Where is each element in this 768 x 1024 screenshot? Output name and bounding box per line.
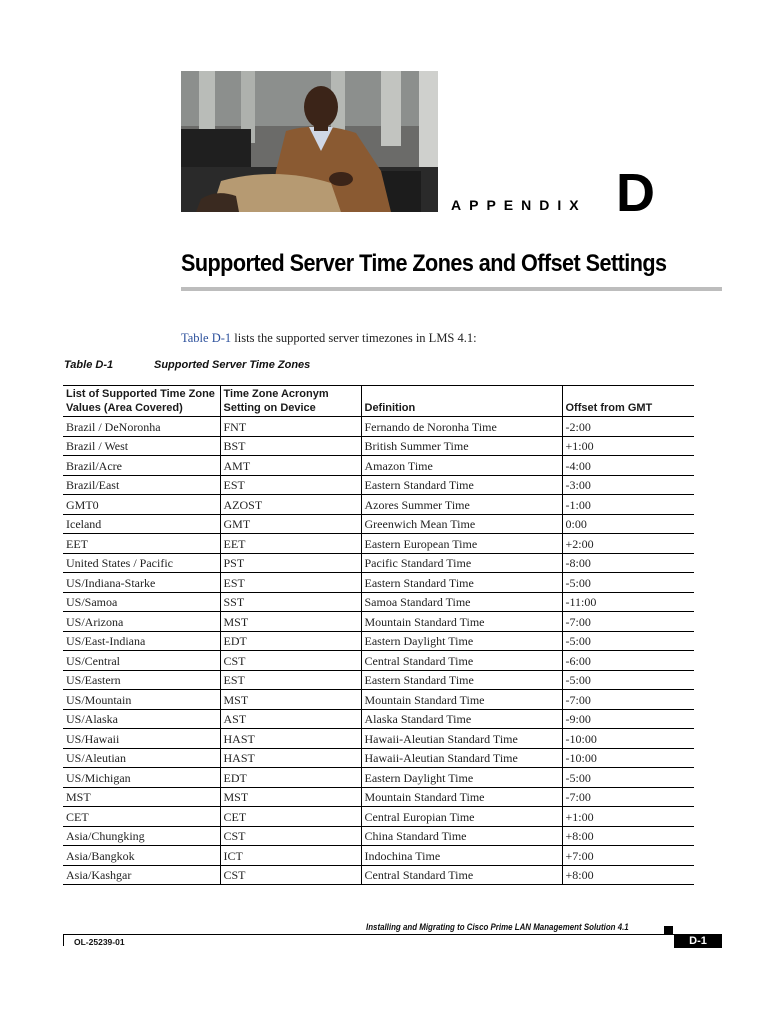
cell-time-zone: United States / Pacific: [63, 553, 220, 573]
appendix-letter: D: [616, 163, 655, 223]
appendix-label: APPENDIX: [451, 197, 587, 213]
cell-definition: Greenwich Mean Time: [361, 514, 562, 534]
cell-offset: -4:00: [562, 456, 694, 476]
cell-acronym: BST: [220, 436, 361, 456]
cell-time-zone: US/Aleutian: [63, 748, 220, 768]
table-row: [63, 592, 694, 612]
table-row: [63, 670, 694, 690]
cell-offset: +8:00: [562, 865, 694, 885]
footer-book-title: Installing and Migrating to Cisco Prime LAN Management Solution 4.1: [366, 922, 629, 932]
cell-definition: Eastern European Time: [361, 534, 562, 554]
cell-time-zone: Iceland: [63, 514, 220, 534]
cell-offset: -5:00: [562, 631, 694, 651]
cell-definition: Eastern Standard Time: [361, 475, 562, 495]
footer-tick: [63, 934, 64, 946]
cell-acronym: AMT: [220, 456, 361, 476]
cell-offset: -5:00: [562, 573, 694, 593]
cell-definition: Samoa Standard Time: [361, 592, 562, 612]
table-row: [63, 534, 694, 554]
cell-offset: -6:00: [562, 651, 694, 671]
cell-definition: Mountain Standard Time: [361, 690, 562, 710]
cell-definition: Pacific Standard Time: [361, 553, 562, 573]
table-row: [63, 514, 694, 534]
table-row: [63, 826, 694, 846]
cell-acronym: EST: [220, 670, 361, 690]
cell-time-zone: US/Mountain: [63, 690, 220, 710]
cell-time-zone: Asia/Bangkok: [63, 846, 220, 866]
footer-marker: [664, 926, 673, 934]
cell-definition: Eastern Standard Time: [361, 573, 562, 593]
cell-time-zone: Brazil/Acre: [63, 456, 220, 476]
table-row: [63, 553, 694, 573]
intro-paragraph: [181, 331, 477, 346]
cell-acronym: HAST: [220, 729, 361, 749]
table-row: [63, 807, 694, 827]
cell-offset: -10:00: [562, 729, 694, 749]
cell-time-zone: US/Michigan: [63, 768, 220, 788]
cell-time-zone: Asia/Kashgar: [63, 865, 220, 885]
cell-acronym: CST: [220, 826, 361, 846]
cell-time-zone: MST: [63, 787, 220, 807]
table-row: [63, 495, 694, 515]
cell-acronym: EST: [220, 475, 361, 495]
table-row: [63, 748, 694, 768]
cell-acronym: MST: [220, 612, 361, 632]
cell-offset: +7:00: [562, 846, 694, 866]
cell-offset: -2:00: [562, 417, 694, 437]
table-row: [63, 436, 694, 456]
cell-time-zone: Asia/Chungking: [63, 826, 220, 846]
cell-offset: -8:00: [562, 553, 694, 573]
cell-acronym: CST: [220, 651, 361, 671]
cell-definition: British Summer Time: [361, 436, 562, 456]
cell-offset: 0:00: [562, 514, 694, 534]
chapter-photo: [181, 71, 438, 212]
cell-definition: Central Standard Time: [361, 651, 562, 671]
cell-time-zone: US/Hawaii: [63, 729, 220, 749]
time-zone-table: [63, 385, 694, 885]
cell-time-zone: US/East-Indiana: [63, 631, 220, 651]
column-header-acronym: Time Zone Acronym Setting on Device: [220, 386, 361, 417]
table-row: [63, 456, 694, 476]
table-row: [63, 865, 694, 885]
cell-definition: Eastern Daylight Time: [361, 768, 562, 788]
cell-definition: Amazon Time: [361, 456, 562, 476]
table-row: [63, 651, 694, 671]
cell-definition: China Standard Time: [361, 826, 562, 846]
title-rule: [181, 287, 722, 291]
cell-offset: +1:00: [562, 436, 694, 456]
cell-offset: -9:00: [562, 709, 694, 729]
cell-definition: Mountain Standard Time: [361, 787, 562, 807]
cell-time-zone: US/Eastern: [63, 670, 220, 690]
cell-definition: Eastern Daylight Time: [361, 631, 562, 651]
cell-acronym: CST: [220, 865, 361, 885]
cell-acronym: GMT: [220, 514, 361, 534]
table-header-row: [63, 386, 694, 417]
cell-definition: Alaska Standard Time: [361, 709, 562, 729]
table-caption: [64, 359, 311, 371]
cell-offset: -1:00: [562, 495, 694, 515]
cell-offset: -7:00: [562, 612, 694, 632]
table-body: [63, 417, 694, 885]
table-row: [63, 631, 694, 651]
cell-definition: Mountain Standard Time: [361, 612, 562, 632]
column-header-definition: Definition: [361, 386, 562, 417]
intro-text: lists the supported server timezones in LMS 4.1:: [231, 331, 477, 345]
cell-definition: Central Europian Time: [361, 807, 562, 827]
cell-offset: -11:00: [562, 592, 694, 612]
cell-time-zone: US/Indiana-Starke: [63, 573, 220, 593]
cell-acronym: AST: [220, 709, 361, 729]
cell-definition: Indochina Time: [361, 846, 562, 866]
table-row: [63, 573, 694, 593]
cell-acronym: SST: [220, 592, 361, 612]
cell-time-zone: EET: [63, 534, 220, 554]
table-row: [63, 846, 694, 866]
cell-offset: -10:00: [562, 748, 694, 768]
table-row: [63, 475, 694, 495]
cell-definition: Eastern Standard Time: [361, 670, 562, 690]
cell-time-zone: Brazil/East: [63, 475, 220, 495]
cell-offset: -3:00: [562, 475, 694, 495]
column-header-time-zone-values: List of Supported Time Zone Values (Area Covered): [63, 386, 220, 417]
cell-acronym: EET: [220, 534, 361, 554]
cell-acronym: EST: [220, 573, 361, 593]
table-row: [63, 612, 694, 632]
cell-acronym: AZOST: [220, 495, 361, 515]
footer-doc-number: OL-25239-01: [74, 937, 125, 947]
cell-acronym: ICT: [220, 846, 361, 866]
cell-acronym: CET: [220, 807, 361, 827]
footer-rule: [63, 934, 674, 935]
cell-time-zone: US/Samoa: [63, 592, 220, 612]
cell-time-zone: Brazil / DeNoronha: [63, 417, 220, 437]
cell-time-zone: US/Arizona: [63, 612, 220, 632]
cell-time-zone: CET: [63, 807, 220, 827]
cell-time-zone: GMT0: [63, 495, 220, 515]
cell-acronym: MST: [220, 690, 361, 710]
table-caption-number: Table D-1: [64, 359, 114, 371]
cell-definition: Fernando de Noronha Time: [361, 417, 562, 437]
cell-time-zone: US/Alaska: [63, 709, 220, 729]
page-number: D-1: [674, 934, 722, 948]
cell-definition: Hawaii-Aleutian Standard Time: [361, 748, 562, 768]
table-row: [63, 709, 694, 729]
cell-offset: -5:00: [562, 670, 694, 690]
cell-definition: Central Standard Time: [361, 865, 562, 885]
table-row: [63, 417, 694, 437]
cell-acronym: EDT: [220, 768, 361, 788]
table-reference-link[interactable]: Table D-1: [181, 331, 232, 345]
cell-offset: +8:00: [562, 826, 694, 846]
table-row: [63, 768, 694, 788]
cell-offset: -7:00: [562, 787, 694, 807]
cell-offset: -5:00: [562, 768, 694, 788]
cell-acronym: HAST: [220, 748, 361, 768]
cell-acronym: EDT: [220, 631, 361, 651]
cell-offset: +1:00: [562, 807, 694, 827]
table-row: [63, 787, 694, 807]
cell-time-zone: Brazil / West: [63, 436, 220, 456]
table-row: [63, 690, 694, 710]
cell-offset: +2:00: [562, 534, 694, 554]
table-row: [63, 729, 694, 749]
cell-definition: Azores Summer Time: [361, 495, 562, 515]
cell-acronym: FNT: [220, 417, 361, 437]
page-title: Supported Server Time Zones and Offset Settings: [181, 250, 667, 277]
cell-definition: Hawaii-Aleutian Standard Time: [361, 729, 562, 749]
table-caption-title: Supported Server Time Zones: [154, 359, 311, 371]
cell-acronym: MST: [220, 787, 361, 807]
column-header-offset: Offset from GMT: [562, 386, 694, 417]
cell-time-zone: US/Central: [63, 651, 220, 671]
cell-acronym: PST: [220, 553, 361, 573]
cell-offset: -7:00: [562, 690, 694, 710]
